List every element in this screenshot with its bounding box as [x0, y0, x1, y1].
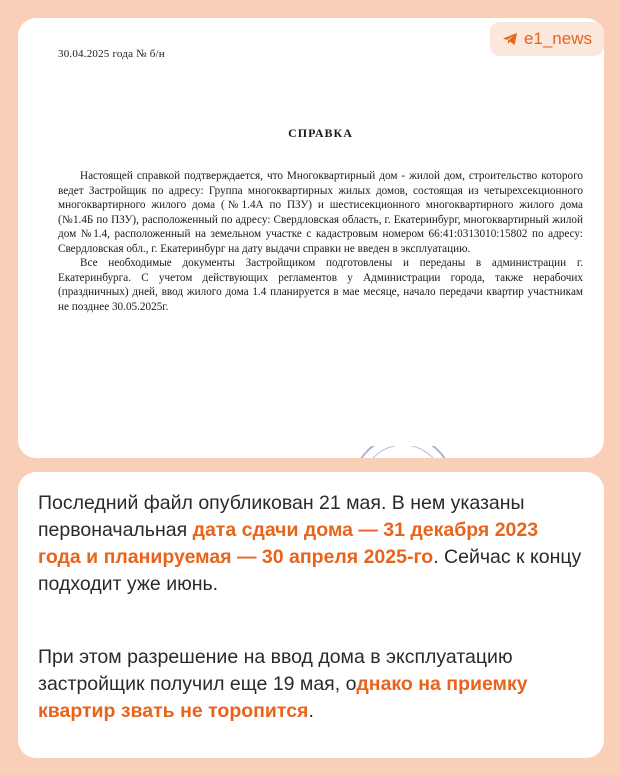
telegram-icon: [502, 32, 518, 46]
caption-text: . Сейчас к концу подходит уже июнь.: [38, 546, 582, 595]
caption-text: Последний файл опубликован 21 мая. В нем указаны первоначальная: [38, 492, 525, 541]
caption-paragraph-2: [38, 644, 584, 725]
caption-highlight: днако на приемку квартир звать не торопится: [38, 673, 528, 722]
caption-highlight: дата сдачи дома — 31 декабря 2023 года и планируемая — 30 апреля 2025-го: [38, 519, 539, 568]
caption-card: [18, 472, 604, 758]
caption-text: При этом разрешение на ввод дома в эксплуатацию застройщик получил еще 19 мая, о: [38, 646, 513, 695]
caption-paragraph-1: [38, 490, 584, 598]
caption-text: .: [308, 700, 314, 722]
document-title: СПРАВКА: [288, 126, 353, 140]
document-scan: [58, 48, 583, 314]
brand-name: e1_news: [523, 29, 592, 48]
document-paragraph-2: Все необходимые документы Застройщиком подготовлены и переданы в администрации г. Екатеринбурга. С учетом действующих регламентов у Администрации города, также нерабочих (праздничных) дней, ввод жилого дома 1.4 планируется в мае месяце, начало передачи квартир участникам не позднее 30.05.2025г.: [58, 257, 583, 313]
document-card: [18, 18, 604, 458]
brand-badge: [490, 22, 604, 56]
document-header: 30.04.2025 года № б/н: [58, 48, 165, 60]
stamp-image: [348, 446, 458, 458]
document-paragraph-1: Настоящей справкой подтверждается, что Многоквартирный дом - жилой дом, строительство которого ведет Застройщик по адресу: Группа многоквартирных жилых домов, состоящая из четырехсекционного многоквартирного жилого дома (№1.4А по ПЗУ) и шестисекционного многоквартирного жилого дома (№1.4Б по ПЗУ), расположенный по адресу: Свердловская область, г. Екатеринбург, многоквартирный жилой дом №1.4, расположенный на земельном участке с кадастровым номером 66:41:0313010:15802 по адресу: Свердловская обл., г. Екатеринбург на дату выдачи справки не введен в эксплуатацию.: [58, 170, 583, 255]
